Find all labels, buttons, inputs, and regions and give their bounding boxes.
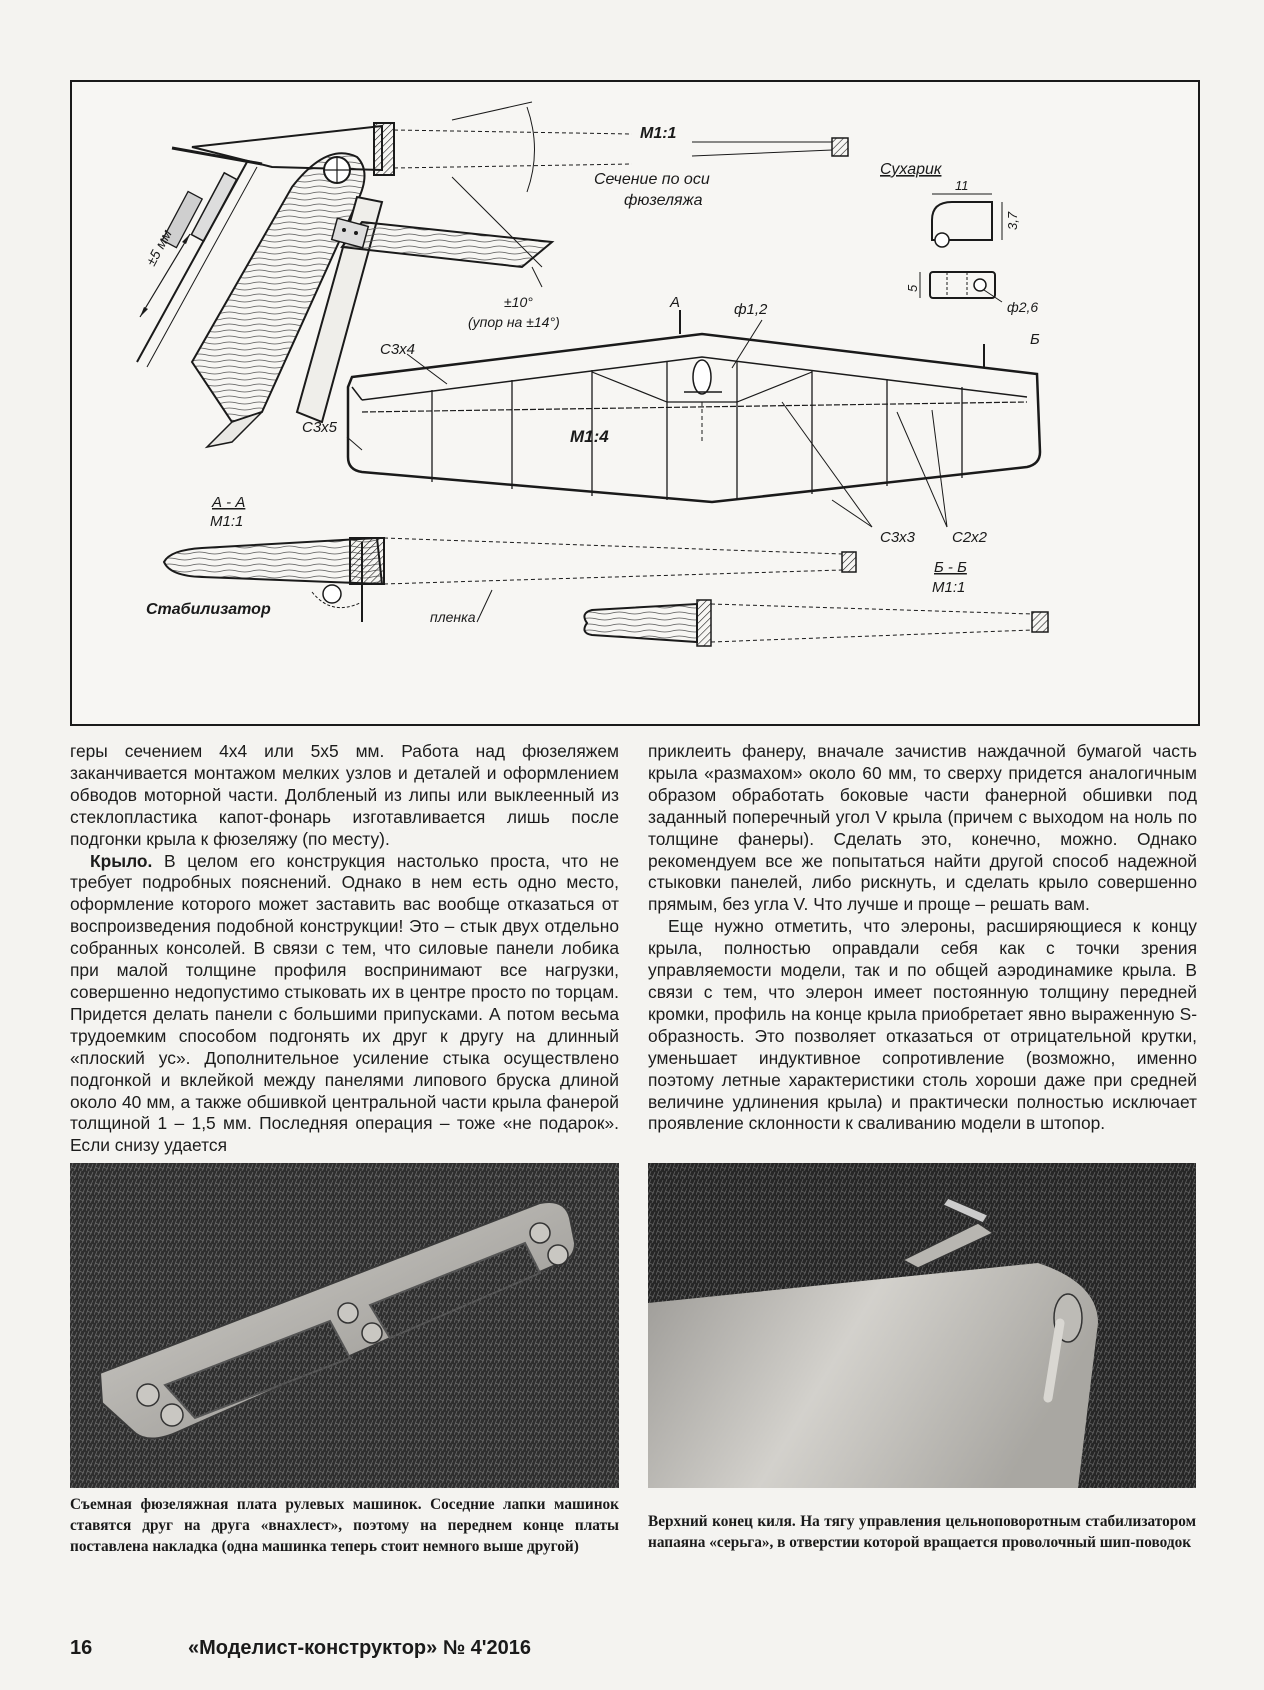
caption-right: Верхний конец киля. На тягу управления цельноповоротным стабилизатором напаяна «серьга», в отверстии которой вращается проволочный шип-поводок bbox=[648, 1513, 1196, 1551]
caption-left: Съемная фюзеляжная плата рулевых машинок. Соседние лапки машинок ставятся друг на друга «внахлест», поэтому на переднем конце платы поставлена накладка (одна машинка теперь стоит немного выше другой) bbox=[70, 1496, 619, 1555]
dim-3-7: 3,7 bbox=[1005, 211, 1020, 230]
dim-5: 5 bbox=[905, 284, 920, 292]
section-mark-b: Б bbox=[1030, 331, 1040, 348]
text-column-left bbox=[70, 741, 619, 1157]
paragraph-left-2-body: В целом его конструкция настолько проста, что не требует подробных пояснений. Однако в нем есть одно место, оформление которого может заставить вас вообще отказаться от воспроизведения подобной конструкции! Это – стык двух отдельно собранных консолей. В связи с тем, что силовые панели лобика при малой толщине профиля воспринимают все нагрузки, совершенно недопустимо стыковать их в центре просто по торцам. Придется делать панели с большими припусками. А потом весьма трудоемким способом подгонять их друг к другу на длинный «плоский ус». Дополнительное усиление стыка осуществлено подгонкой и вклейкой между панелями липового бруска длиной около 40 мм, а также обшивкой центральной части крыла фанерой толщиной 1 – 1,5 мм. Последняя операция – тоже «не подарок». Если снизу удается bbox=[70, 850, 619, 1156]
section-aa-title: А - А bbox=[212, 494, 246, 511]
dim-11: 11 bbox=[955, 178, 969, 193]
technical-drawing bbox=[70, 80, 1200, 726]
angle-label: ±10° bbox=[504, 294, 533, 310]
scale-main: М1:1 bbox=[640, 125, 677, 142]
section-mark-a: А bbox=[670, 294, 681, 311]
dim-phi-2-6: ф2,6 bbox=[1007, 299, 1039, 315]
sukharik-title: Сухарик bbox=[880, 161, 942, 178]
journal-title: «Моделист-конструктор» № 4'2016 bbox=[188, 1637, 532, 1659]
section-title-2: фюзеляжа bbox=[624, 192, 703, 209]
paragraph-right-1: приклеить фанеру, вначале зачистив наждачной бумагой часть крыла «размахом» около 60 мм, то сверху придется аналогичным образом обработать боковые части фанерной обшивки под заданный поперечный угол V крыла (причем с выходом на ноль по толщине фанеры). Сделать это, конечно, можно. Однако рекомендуем все же попытаться найти другой способ надежной стыковки панелей, либо рискнуть, и сделать крыло совершенно прямым, без угла V. Что лучше и проще – решать вам. bbox=[648, 741, 1197, 915]
section-bb-scale: М1:1 bbox=[932, 579, 966, 596]
wing-heading: Крыло. bbox=[90, 850, 153, 871]
photo-fin-top bbox=[648, 1163, 1196, 1488]
label-c2x2: С2х2 bbox=[952, 529, 988, 546]
photo-servo-plate bbox=[70, 1163, 619, 1488]
stabilizer-plan-drawing bbox=[347, 310, 1040, 527]
stop-label: (упор на ±14°) bbox=[468, 314, 560, 330]
label-c3x5: С3х5 bbox=[302, 419, 338, 436]
stabilizer-label: Стабилизатор bbox=[146, 601, 271, 618]
servo-plate-image bbox=[70, 1163, 619, 1488]
film-label: пленка bbox=[430, 609, 476, 625]
section-aa-scale: М1:1 bbox=[210, 513, 244, 530]
travel-label: ±5 мм bbox=[142, 226, 175, 269]
paragraph-right-2: Еще нужно отметить, что элероны, расширяющиеся к концу крыла, полностью оправдали себя как с точки зрения управляемости модели, так и по общей аэродинамике крыла. В связи с тем, что элерон имеет постоянную толщину передней кромки, профиль на конце крыла приобретает явно выраженную S-образность. Это позволяет отказаться от отрицательной крутки, уменьшает индуктивное сопротивление (возможно, именно поэтому летные характеристики столь хороши даже при средней величине удлинения крыла) и практически полностью исключает проявление склонности к сваливанию модели в штопор. bbox=[648, 916, 1197, 1134]
fin-top-image bbox=[648, 1163, 1196, 1488]
page-number: 16 bbox=[70, 1637, 93, 1659]
label-c3x4: С3х4 bbox=[380, 341, 416, 358]
section-title-1: Сечение по оси bbox=[594, 171, 710, 188]
drawing-canvas bbox=[72, 82, 1198, 724]
dim-phi-1-2: ф1,2 bbox=[734, 301, 768, 318]
paragraph-left-2 bbox=[70, 851, 619, 1158]
sukharik-drawing bbox=[920, 194, 1002, 302]
section-bb-title: Б - Б bbox=[934, 559, 967, 576]
stab-scale: М1:4 bbox=[570, 427, 609, 446]
paragraph-left-1: геры сечением 4х4 или 5х5 мм. Работа над фюзеляжем заканчивается монтажом мелких узлов и деталей и оформлением обводов моторной части. Долбленый из липы или выклеенный из стеклопластика капот-фонарь изготавливается лишь после подгонки крыла к фюзеляжу (по месту). bbox=[70, 741, 619, 849]
label-c3x3: С3х3 bbox=[880, 529, 916, 546]
section-bb-drawing bbox=[584, 600, 1048, 646]
text-column-right bbox=[648, 741, 1197, 1135]
